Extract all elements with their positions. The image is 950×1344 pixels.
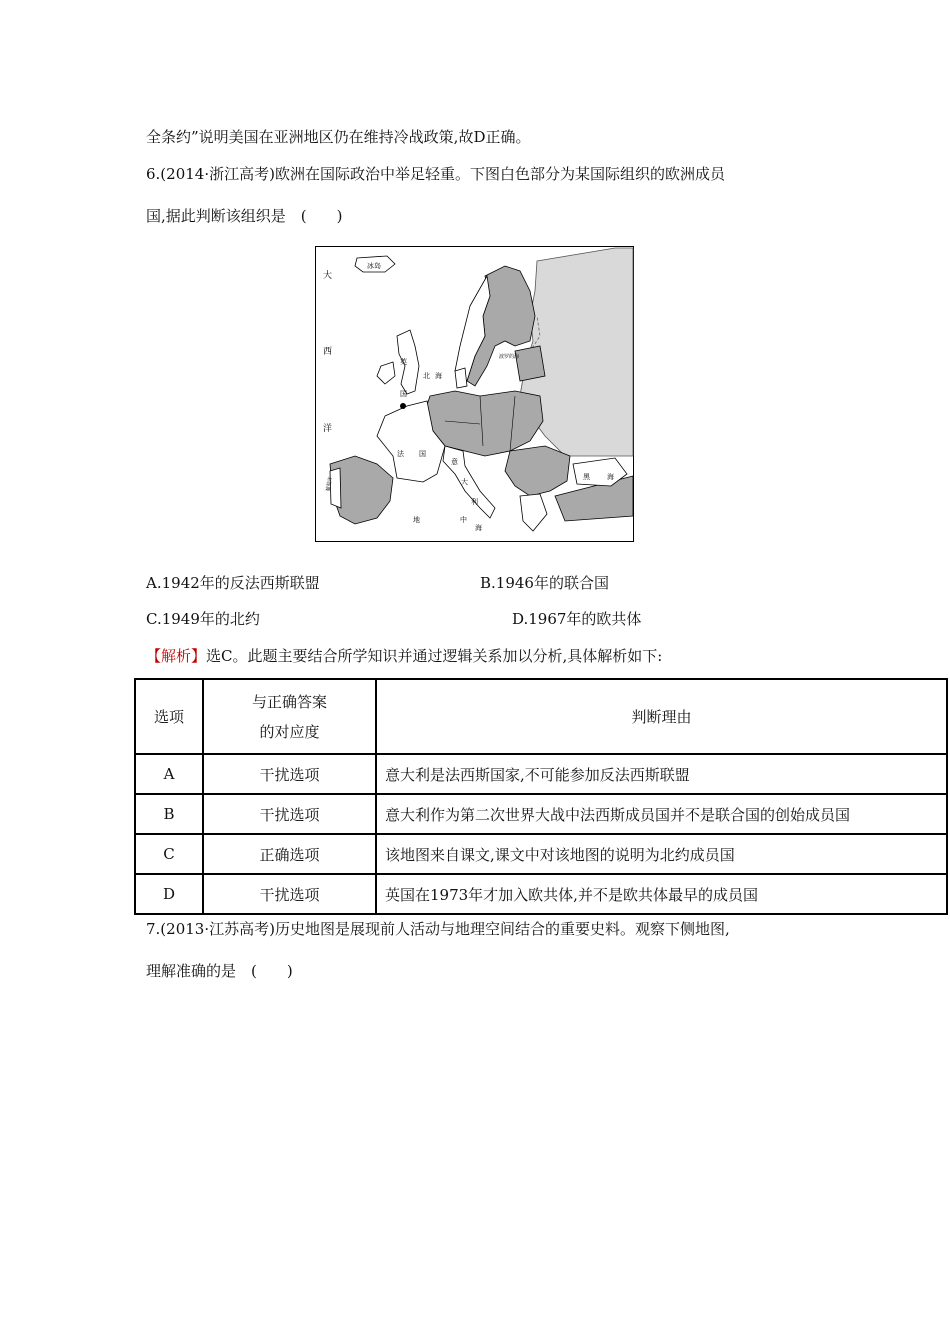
label-heihai-hai: 海 xyxy=(607,473,614,481)
label-beihai-bei: 北 xyxy=(423,372,430,380)
label-dizhong-hai: 海 xyxy=(475,524,482,532)
label-da: 大 xyxy=(323,270,333,280)
analysis-text: 选C。此题主要结合所学知识并通过逻辑关系加以分析,具体解析如下: xyxy=(206,647,663,665)
label-dizhong-di: 地 xyxy=(413,516,420,524)
row-option: D xyxy=(135,874,203,914)
row-degree: 干扰选项 xyxy=(203,794,376,834)
row-option: B xyxy=(135,794,203,834)
analysis-table xyxy=(134,678,948,915)
option-b: B.1946年的联合国 xyxy=(480,574,609,592)
question-7-line-1: 7.(2013·江苏高考)历史地图是展现前人活动与地理空间结合的重要史料。观察下侧地图, xyxy=(146,920,730,938)
previous-answer-text: 全条约”说明美国在亚洲地区仍在维持冷战政策,故D正确。 xyxy=(146,128,531,146)
label-guo: 国 xyxy=(400,390,407,398)
header-correspondence-line2: 的对应度 xyxy=(259,722,320,741)
label-yang: 洋 xyxy=(323,423,333,433)
table-row xyxy=(135,874,947,914)
row-reason: 英国在1973年才加入欧共体,并不是欧共体最早的成员国 xyxy=(376,874,947,914)
row-option: A xyxy=(135,754,203,794)
row-degree: 干扰选项 xyxy=(203,874,376,914)
table-row xyxy=(135,794,947,834)
denmark xyxy=(455,368,467,388)
capital-dot xyxy=(400,403,406,409)
option-d: D.1967年的欧共体 xyxy=(512,610,642,628)
table-row xyxy=(135,754,947,794)
header-option: 选项 xyxy=(135,679,203,754)
analysis-tag: 【解析】 xyxy=(146,647,207,665)
label-portugal: 葡萄牙 xyxy=(326,476,334,492)
label-faguo-guo: 国 xyxy=(419,450,426,458)
question-6-line-1: 6.(2014·浙江高考)欧洲在国际政治中举足轻重。下图白色部分为某国际组织的欧洲成员 xyxy=(146,165,725,183)
row-reason: 该地图来自课文,课文中对该地图的说明为北约成员国 xyxy=(376,834,947,874)
label-ying: 英 xyxy=(400,358,407,366)
label-li: 利 xyxy=(471,498,478,506)
row-degree: 干扰选项 xyxy=(203,754,376,794)
option-a: A.1942年的反法西斯联盟 xyxy=(146,574,320,592)
label-faguo-fa: 法 xyxy=(397,450,404,458)
label-da2: 大 xyxy=(461,478,468,486)
label-baltic: 波罗的海 xyxy=(499,355,520,360)
question-7-line-2: 理解准确的是 ( ) xyxy=(146,962,293,980)
header-reason: 判断理由 xyxy=(376,679,947,754)
europe-map xyxy=(315,246,634,542)
row-reason: 意大利作为第二次世界大战中法西斯成员国并不是联合国的创始成员国 xyxy=(376,794,947,834)
table-header-row xyxy=(135,679,947,754)
row-option: C xyxy=(135,834,203,874)
table-row xyxy=(135,834,947,874)
baltic-states xyxy=(515,346,545,381)
option-c: C.1949年的北约 xyxy=(146,610,260,628)
question-6-line-2: 国,据此判断该组织是 ( ) xyxy=(146,207,343,225)
header-correspondence xyxy=(203,679,376,754)
label-yi: 意 xyxy=(451,458,458,466)
label-beihai-hai: 海 xyxy=(435,372,442,380)
label-iceland: 冰岛 xyxy=(367,262,381,270)
header-correspondence-line1: 与正确答案 xyxy=(251,692,327,711)
row-reason: 意大利是法西斯国家,不可能参加反法西斯联盟 xyxy=(376,754,947,794)
row-degree: 正确选项 xyxy=(203,834,376,874)
label-heihai-hei: 黑 xyxy=(583,473,590,481)
label-xi: 西 xyxy=(323,346,333,356)
label-dizhong-zhong: 中 xyxy=(460,516,467,524)
analysis-line xyxy=(146,645,662,666)
